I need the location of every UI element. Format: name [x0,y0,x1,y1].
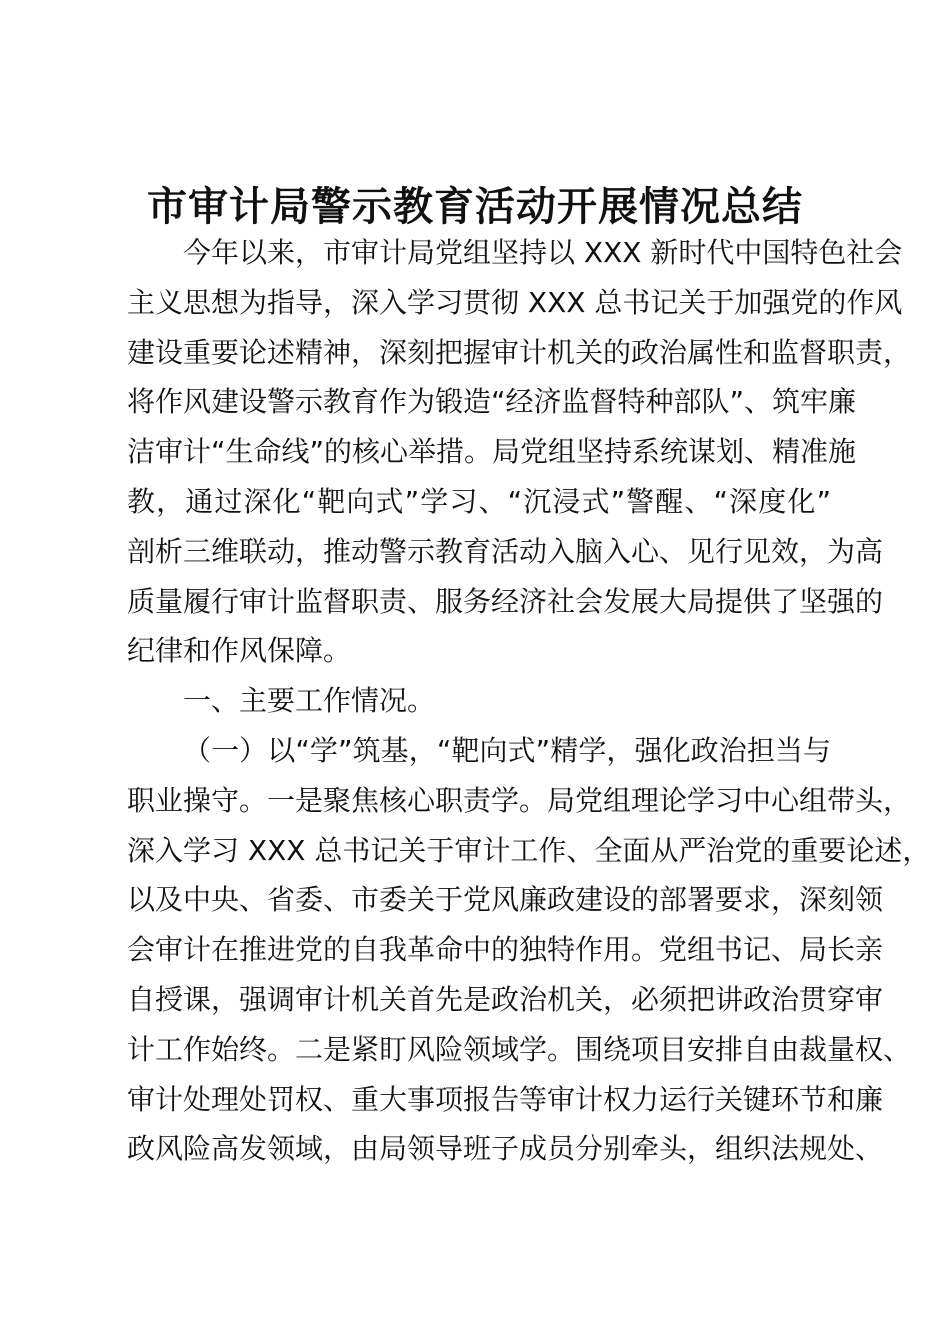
text-line: 深入学习 XXX 总书记关于审计工作、全面从严治党的重要论述， [127,833,931,867]
text-line: 教，通过深化“靶向式”学习、“沉浸式”警醒、“深度化” [127,484,831,518]
text-line: 政风险高发领域，由局领导班子成员分别牵头，组织法规处、 [127,1132,884,1166]
text-line: 职业操守。一是聚焦核心职责学。局党组理论学习中心组带头， [127,783,912,817]
text-line: 剖析三维联动，推动警示教育活动入脑入心、见行见效，为高 [127,534,884,568]
text-line: 质量履行审计监督职责、服务经济社会发展大局提供了坚强的 [127,584,884,618]
text-line: 主义思想为指导，深入学习贯彻 XXX 总书记关于加强党的作风 [127,285,903,319]
text-line: 建设重要论述精神，深刻把握审计机关的政治属性和监督职责， [127,335,912,369]
text-line: 会审计在推进党的自我革命中的独特作用。党组书记、局长亲 [127,933,884,967]
text-line: 纪律和作风保障。 [127,634,352,668]
text-line: 今年以来，市审计局党组坚持以 XXX 新时代中国特色社会 [183,236,903,269]
text-line: （一）以“学”筑基，“靶向式”精学，强化政治担当与 [183,733,831,767]
text-line: 自授课，强调审计机关首先是政治机关，必须把讲政治贯穿审 [127,982,884,1016]
text-line: 审计处理处罚权、重大事项报告等审计权力运行关键环节和廉 [127,1082,884,1116]
document-body [127,228,931,1174]
text-line: 将作风建设警示教育作为锻造“经济监督特种部队”、筑牢廉 [127,385,857,419]
text-line: 一、主要工作情况。 [183,684,436,718]
text-line: 洁审计“生命线”的核心举措。局党组坚持系统谋划、精准施 [127,435,857,469]
text-line: 以及中央、省委、市委关于党风廉政建设的部署要求，深刻领 [127,883,884,917]
document-title: 市审计局警示教育活动开展情况总结 [147,184,803,230]
text-line: 计工作始终。二是紧盯风险领域学。围绕项目安排自由裁量权、 [127,1032,912,1066]
